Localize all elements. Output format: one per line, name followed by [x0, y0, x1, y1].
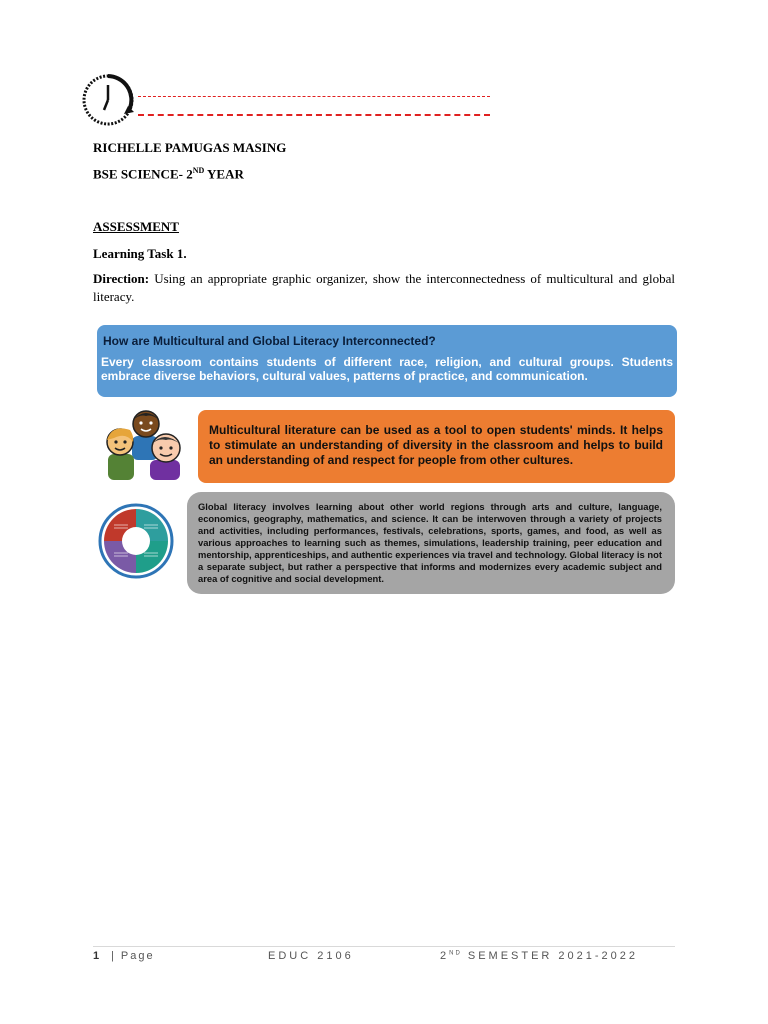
course-code: EDUC 2106: [268, 950, 354, 962]
footer-divider: [93, 946, 675, 947]
cycle-diagram-icon: [98, 503, 174, 579]
red-dashed-line: [138, 96, 490, 97]
learning-task-title: Learning Task 1.: [93, 246, 187, 261]
global-literacy-box: [187, 492, 675, 594]
page-number: 1: [93, 950, 100, 962]
semester-label: 2ND SEMESTER 2021-2022: [440, 950, 639, 962]
red-dashed-line: [138, 114, 490, 116]
direction-paragraph: Direction: Using an appropriate graphic organizer, show the interconnectedness of multicultural and global literacy.: [93, 271, 675, 304]
student-name: RICHELLE PAMUGAS MASING: [93, 140, 287, 155]
clock-icon: [78, 72, 140, 130]
page-label: | Page: [111, 950, 155, 962]
organizer-question: How are Multicultural and Global Literacy Interconnected?: [103, 334, 436, 348]
people-icon: [104, 410, 184, 482]
multicultural-box: [198, 410, 675, 483]
course-year: BSE SCIENCE- 2ND YEAR: [93, 166, 244, 182]
organizer-intro: Every classroom contains students of different race, religion, and cultural groups. Students embrace diverse behaviors, cultural values, patterns of practice, and communication.: [101, 355, 673, 383]
global-literacy-text: Global literacy involves learning about other world regions through arts and culture, language, economics, geography, mathematics, and science. It can be interwoven through a variety of projects and activities, including performances, festivals, celebrations, sports, games, and food, as well as various approaches to learning such as themes, simulations, leadership training, peer education and mentorship, apprenticeships, and authentic experiences via travel and technology. Global literacy is not a separate subject, but rather a perspective that informs and modernizes every academic subject and area of cognitive and social development.: [198, 501, 662, 584]
multicultural-text: Multicultural literature can be used as a tool to open students' minds. It helps to stimulate an understanding of diversity in the classroom and helps to build an understanding of and respect for people from other cultures.: [209, 423, 663, 467]
assessment-heading: ASSESSMENT: [93, 219, 179, 234]
question-box: [97, 325, 677, 397]
